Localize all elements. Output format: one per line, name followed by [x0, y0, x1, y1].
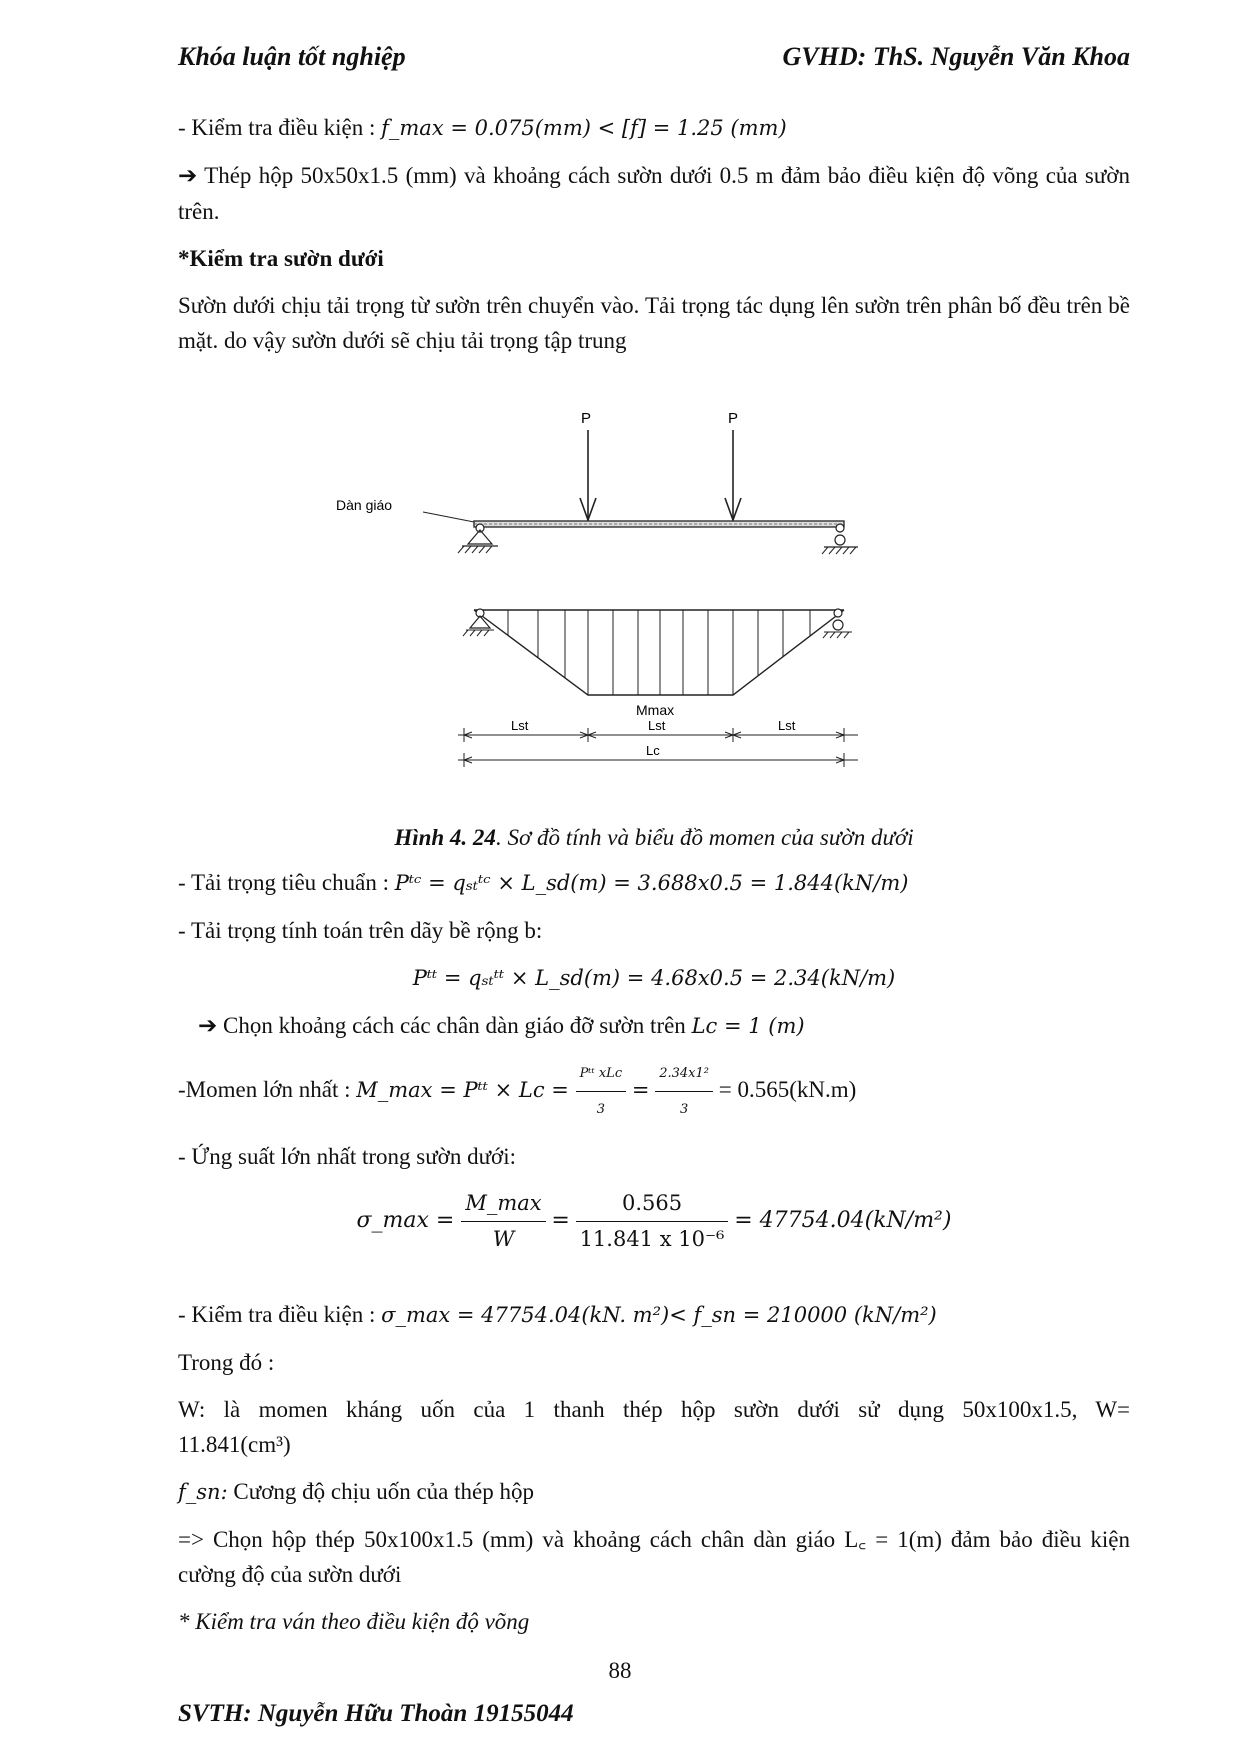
load-label-p2: P: [728, 410, 739, 427]
bending-strength-symbol: f_sn:: [178, 1480, 228, 1504]
strength-check-formula: σ_max = 47754.04(kN. m²)< f_sn = 210000 (kN/m²): [381, 1303, 937, 1327]
figure-caption-text: . Sơ đồ tính và biểu đồ momen của sườn dưới: [495, 825, 914, 850]
load-label-p1: P: [581, 410, 592, 427]
roller-support-right: [822, 524, 858, 554]
max-moment-fraction-1: [576, 1056, 627, 1127]
section-modulus-description: W: là momen kháng uốn của 1 thanh thép hộp sườn dưới sử dụng 50x100x1.5, W= 11.841(cm³): [178, 1397, 1130, 1457]
standard-load-line: [178, 865, 1130, 901]
figure-caption-number: Hình 4. 24: [394, 825, 496, 850]
design-load-formula: Pᵗᵗ = qₛₜᵗᵗ × L_sd(m) = 4.68x0.5 = 2.34(kN/m): [412, 966, 896, 990]
max-moment-label: -Momen lớn nhất :: [178, 1076, 357, 1102]
support-spacing-text: Chọn khoảng cách các chân dàn giáo đỡ sườn trên: [223, 1013, 692, 1038]
fraction-numerator: 2.34x1²: [655, 1056, 713, 1092]
section-heading: *Kiểm tra sườn dưới: [178, 246, 384, 271]
page-content: [178, 110, 1130, 1651]
standard-load-formula: Pᵗᶜ = qₛₜᵗᶜ × L_sd(m) = 3.688x0.5 = 1.844(kN/m): [394, 871, 909, 895]
section-intro: Sườn dưới chịu tải trọng từ sườn trên chuyển vào. Tải trọng tác dụng lên sườn trên phân bố đều trên bề mặt. do vậy sườn dưới sẽ chịu tải trọng tập trung: [178, 293, 1130, 353]
max-moment-result: = 0.565(kN.m): [718, 1076, 857, 1102]
scaffold-label: Dàn giáo: [336, 497, 393, 513]
right-arrow-icon: ➔: [178, 163, 198, 189]
bending-strength-description: [178, 1474, 1130, 1510]
deflection-check-formula: f_max = 0.075(mm) < [f] = 1.25 (mm): [381, 116, 787, 140]
figure-caption: [178, 820, 1130, 855]
stress-formula-block: σ_max = $\frac{M\_\max}{W}$ = $\frac{0.565}{\text{11.841 x 10⁻⁶}}$ = 47754.04(kN/m²): [178, 1186, 1130, 1257]
dimension-lc: Lc: [646, 743, 660, 758]
where-label: Trong đó :: [178, 1350, 275, 1375]
header-title: Khóa luận tốt nghiệp: [178, 42, 406, 71]
strength-conclusion: => Chọn hộp thép 50x100x1.5 (mm) và khoảng cách chân dàn giáo L꜀ = 1(m) đảm bảo điều kiện cường độ của sườn dưới: [178, 1527, 1130, 1587]
support-spacing-formula: Lc = 1 (m): [691, 1014, 805, 1038]
strength-check-label: - Kiểm tra điều kiện :: [178, 1302, 382, 1327]
support-spacing-choice: [178, 1008, 1130, 1044]
max-moment-formula: M_max = Pᵗᵗ × Lc =: [356, 1077, 576, 1102]
moment-diagram: [463, 609, 852, 695]
deflection-conclusion-text: Thép hộp 50x50x1.5 (mm) và khoảng cách sườn dưới 0.5 m đảm bảo điều kiện độ võng của sườn trên.: [178, 163, 1130, 224]
load-arrow-2: [725, 430, 741, 520]
header-advisor: GVHD: ThS. Nguyễn Văn Khoa: [782, 42, 1130, 71]
max-moment-fraction-2: [655, 1056, 713, 1127]
dimension-lst-3: Lst: [778, 718, 796, 733]
fraction-denominator: 3: [596, 1102, 605, 1117]
right-arrow-icon: ➔: [198, 1013, 218, 1039]
deflection-check-label: - Kiểm tra điều kiện :: [178, 115, 382, 140]
design-load-title: - Tải trọng tính toán trên dãy bề rộng b:: [178, 918, 543, 943]
fraction-denominator: 11.841 x 10⁻⁶: [579, 1227, 725, 1251]
dimension-lst-1: Lst: [511, 718, 529, 733]
deflection-check-line: [178, 110, 1130, 146]
footer-author: SVTH: Nguyễn Hữu Thoàn 19155044: [178, 1700, 574, 1727]
fraction-numerator: 0.565: [576, 1186, 729, 1222]
dimension-lst-2: Lst: [648, 718, 666, 733]
max-moment-line: -Momen lớn nhất : M_max = Pᵗᵗ × Lc = $\frac{\text{Pᵗᵗ xLc}}{3}$ = $\frac{\text{2.34x1²}}{3}$ = 0.565(kN.m): [178, 1056, 1130, 1127]
pin-support-left: [458, 524, 498, 553]
stress-symbol: σ_max =: [356, 1207, 462, 1233]
fraction-numerator: Pᵗᵗ xLc: [576, 1056, 627, 1092]
mmax-label: Mmax: [636, 702, 675, 718]
design-load-formula-line: [178, 960, 1130, 996]
beam-diagram: [178, 370, 1130, 820]
standard-load-label: - Tải trọng tiêu chuẩn :: [178, 870, 395, 895]
page-number: 88: [608, 1658, 632, 1683]
stress-fraction-1: [461, 1186, 545, 1257]
bending-strength-text: Cương độ chịu uốn của thép hộp: [227, 1479, 534, 1504]
next-section-heading: * Kiểm tra ván theo điều kiện độ võng: [178, 1609, 530, 1634]
fraction-numerator: M_max: [461, 1186, 545, 1222]
stress-title: - Ứng suất lớn nhất trong sườn dưới:: [178, 1144, 516, 1169]
strength-check-line: [178, 1297, 1130, 1333]
stress-fraction-2: [576, 1186, 729, 1257]
stress-result: = 47754.04(kN/m²): [734, 1207, 952, 1233]
deflection-conclusion: [178, 158, 1130, 229]
load-arrow-1: [580, 430, 596, 520]
fraction-denominator: W: [492, 1227, 515, 1251]
fraction-denominator: 3: [679, 1102, 689, 1117]
beam-diagram-figure: [178, 370, 1130, 820]
